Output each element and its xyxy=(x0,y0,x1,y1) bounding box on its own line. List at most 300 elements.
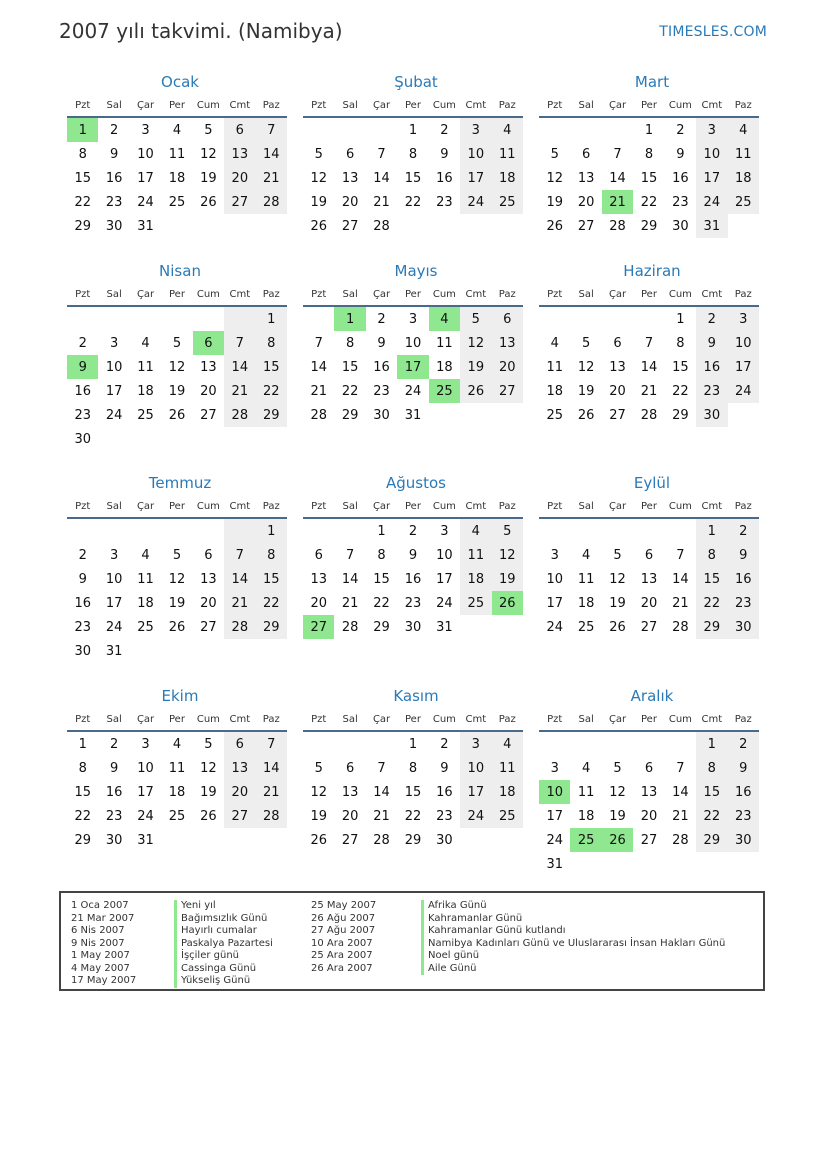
day-cell[interactable]: 21 xyxy=(373,194,390,210)
day-cell[interactable]: 9 xyxy=(440,760,449,776)
day-cell[interactable]: 20 xyxy=(224,166,255,190)
day-cell[interactable]: 8 xyxy=(644,146,654,162)
day-cell[interactable]: 5 xyxy=(204,122,213,138)
day-cell[interactable]: 8 xyxy=(408,146,418,162)
day-cell[interactable]: 7 xyxy=(256,731,287,756)
day-cell[interactable]: 23 xyxy=(105,194,123,210)
day-cell[interactable]: 7 xyxy=(224,331,255,355)
day-cell[interactable]: 25 xyxy=(168,808,186,824)
day-cell[interactable]: 2 xyxy=(78,547,87,563)
day-cell[interactable]: 19 xyxy=(310,194,327,210)
day-cell[interactable]: 27 xyxy=(341,218,359,234)
day-cell[interactable]: 30 xyxy=(696,403,727,427)
day-cell[interactable]: 5 xyxy=(314,760,323,776)
day-cell[interactable]: 3 xyxy=(141,736,150,752)
day-cell[interactable]: 14 xyxy=(310,359,327,375)
day-cell[interactable]: 22 xyxy=(256,379,287,403)
day-cell[interactable]: 30 xyxy=(436,832,453,848)
day-cell[interactable]: 6 xyxy=(581,146,591,162)
day-cell[interactable]: 15 xyxy=(341,359,359,375)
day-cell[interactable]: 20 xyxy=(200,595,217,611)
day-cell[interactable]: 1 xyxy=(78,736,87,752)
day-cell[interactable]: 30 xyxy=(728,615,759,639)
day-cell[interactable]: 22 xyxy=(74,808,91,824)
day-cell[interactable]: 10 xyxy=(696,142,727,166)
day-cell[interactable]: 21 xyxy=(672,595,689,611)
day-cell[interactable]: 25 xyxy=(570,828,601,852)
day-cell[interactable]: 23 xyxy=(436,808,453,824)
day-cell[interactable]: 14 xyxy=(373,784,390,800)
day-cell[interactable]: 26 xyxy=(200,194,217,210)
day-cell[interactable]: 18 xyxy=(492,780,523,804)
day-cell[interactable]: 7 xyxy=(644,335,654,351)
day-cell[interactable]: 29 xyxy=(696,615,727,639)
day-cell[interactable]: 28 xyxy=(672,619,689,635)
day-cell[interactable]: 10 xyxy=(105,359,123,375)
day-cell[interactable]: 12 xyxy=(168,359,186,375)
day-cell[interactable]: 8 xyxy=(345,335,355,351)
day-cell[interactable]: 2 xyxy=(440,122,449,138)
day-cell[interactable]: 27 xyxy=(224,190,255,214)
day-cell[interactable]: 9 xyxy=(696,331,727,355)
day-cell[interactable]: 17 xyxy=(460,166,491,190)
day-cell[interactable]: 16 xyxy=(696,355,727,379)
day-cell[interactable]: 25 xyxy=(728,190,759,214)
day-cell[interactable]: 16 xyxy=(672,170,689,186)
day-cell[interactable]: 30 xyxy=(74,431,91,447)
day-cell[interactable]: 6 xyxy=(193,331,224,355)
day-cell[interactable]: 11 xyxy=(728,142,759,166)
day-cell[interactable]: 3 xyxy=(141,122,150,138)
day-cell[interactable]: 19 xyxy=(609,595,626,611)
day-cell[interactable]: 27 xyxy=(640,619,658,635)
day-cell[interactable]: 2 xyxy=(78,335,87,351)
day-cell[interactable]: 24 xyxy=(546,619,563,635)
day-cell[interactable]: 4 xyxy=(550,335,559,351)
day-cell[interactable]: 10 xyxy=(539,780,570,804)
day-cell[interactable]: 2 xyxy=(440,736,449,752)
day-cell[interactable]: 15 xyxy=(404,170,422,186)
day-cell[interactable]: 23 xyxy=(74,619,91,635)
day-cell[interactable]: 15 xyxy=(256,355,287,379)
day-cell[interactable]: 10 xyxy=(460,756,491,780)
day-cell[interactable]: 1 xyxy=(256,306,287,331)
day-cell[interactable]: 26 xyxy=(310,832,327,848)
day-cell[interactable]: 21 xyxy=(602,190,633,214)
day-cell[interactable]: 13 xyxy=(577,170,595,186)
day-cell[interactable]: 4 xyxy=(581,760,591,776)
day-cell[interactable]: 22 xyxy=(696,804,727,828)
day-cell[interactable]: 19 xyxy=(460,355,491,379)
day-cell[interactable]: 13 xyxy=(341,170,359,186)
day-cell[interactable]: 27 xyxy=(640,832,658,848)
day-cell[interactable]: 29 xyxy=(256,403,287,427)
day-cell[interactable]: 23 xyxy=(74,407,91,423)
day-cell[interactable]: 17 xyxy=(436,571,453,587)
day-cell[interactable]: 28 xyxy=(256,804,287,828)
day-cell[interactable]: 5 xyxy=(581,335,591,351)
day-cell[interactable]: 9 xyxy=(408,547,418,563)
day-cell[interactable]: 7 xyxy=(314,335,323,351)
day-cell[interactable]: 16 xyxy=(105,170,123,186)
day-cell[interactable]: 3 xyxy=(460,731,491,756)
brand-logo-text[interactable]: TIMESLES.COM xyxy=(659,24,767,40)
day-cell[interactable]: 13 xyxy=(224,756,255,780)
day-cell[interactable]: 28 xyxy=(672,832,689,848)
day-cell[interactable]: 29 xyxy=(404,832,422,848)
day-cell[interactable]: 21 xyxy=(640,383,658,399)
day-cell[interactable]: 13 xyxy=(341,784,359,800)
day-cell[interactable]: 13 xyxy=(224,142,255,166)
day-cell[interactable]: 13 xyxy=(492,331,523,355)
day-cell[interactable]: 5 xyxy=(314,146,323,162)
day-cell[interactable]: 20 xyxy=(577,194,595,210)
day-cell[interactable]: 23 xyxy=(728,804,759,828)
day-cell[interactable]: 26 xyxy=(609,619,626,635)
day-cell[interactable]: 14 xyxy=(609,170,626,186)
day-cell[interactable]: 12 xyxy=(310,170,327,186)
day-cell[interactable]: 8 xyxy=(676,335,685,351)
day-cell[interactable]: 19 xyxy=(310,808,327,824)
day-cell[interactable]: 4 xyxy=(141,547,150,563)
day-cell[interactable]: 14 xyxy=(341,571,359,587)
day-cell[interactable]: 28 xyxy=(373,832,390,848)
day-cell[interactable]: 27 xyxy=(200,619,217,635)
day-cell[interactable]: 3 xyxy=(460,117,491,142)
day-cell[interactable]: 4 xyxy=(172,736,182,752)
day-cell[interactable]: 18 xyxy=(137,383,154,399)
day-cell[interactable]: 16 xyxy=(74,383,91,399)
day-cell[interactable]: 20 xyxy=(640,808,658,824)
day-cell[interactable]: 3 xyxy=(408,311,418,327)
day-cell[interactable]: 22 xyxy=(373,595,390,611)
day-cell[interactable]: 5 xyxy=(172,547,182,563)
day-cell[interactable]: 2 xyxy=(408,523,418,539)
day-cell[interactable]: 3 xyxy=(109,335,119,351)
day-cell[interactable]: 31 xyxy=(137,832,154,848)
day-cell[interactable]: 13 xyxy=(609,359,626,375)
day-cell[interactable]: 27 xyxy=(609,407,626,423)
day-cell[interactable]: 7 xyxy=(377,146,386,162)
day-cell[interactable]: 20 xyxy=(341,808,359,824)
day-cell[interactable]: 15 xyxy=(696,780,727,804)
day-cell[interactable]: 25 xyxy=(546,407,563,423)
day-cell[interactable]: 14 xyxy=(256,756,287,780)
day-cell[interactable]: 16 xyxy=(105,784,123,800)
day-cell[interactable]: 9 xyxy=(440,146,449,162)
day-cell[interactable]: 25 xyxy=(492,804,523,828)
day-cell[interactable]: 28 xyxy=(224,403,255,427)
day-cell[interactable]: 22 xyxy=(341,383,359,399)
day-cell[interactable]: 17 xyxy=(546,595,563,611)
day-cell[interactable]: 17 xyxy=(137,170,154,186)
day-cell[interactable]: 12 xyxy=(577,359,595,375)
day-cell[interactable]: 25 xyxy=(429,379,460,403)
day-cell[interactable]: 3 xyxy=(550,760,559,776)
day-cell[interactable]: 10 xyxy=(137,146,154,162)
day-cell[interactable]: 21 xyxy=(310,383,327,399)
day-cell[interactable]: 7 xyxy=(676,547,685,563)
day-cell[interactable]: 5 xyxy=(172,335,182,351)
day-cell[interactable]: 11 xyxy=(137,571,154,587)
day-cell[interactable]: 24 xyxy=(137,808,154,824)
day-cell[interactable]: 26 xyxy=(168,619,186,635)
day-cell[interactable]: 8 xyxy=(256,543,287,567)
day-cell[interactable]: 31 xyxy=(105,643,123,659)
day-cell[interactable]: 15 xyxy=(696,567,727,591)
day-cell[interactable]: 10 xyxy=(546,571,563,587)
day-cell[interactable]: 19 xyxy=(609,808,626,824)
day-cell[interactable]: 29 xyxy=(256,615,287,639)
day-cell[interactable]: 18 xyxy=(728,166,759,190)
day-cell[interactable]: 17 xyxy=(728,355,759,379)
day-cell[interactable]: 23 xyxy=(436,194,453,210)
day-cell[interactable]: 24 xyxy=(728,379,759,403)
day-cell[interactable]: 24 xyxy=(404,383,422,399)
day-cell[interactable]: 20 xyxy=(224,780,255,804)
day-cell[interactable]: 9 xyxy=(728,756,759,780)
day-cell[interactable]: 11 xyxy=(492,142,523,166)
day-cell[interactable]: 26 xyxy=(310,218,327,234)
day-cell[interactable]: 25 xyxy=(460,591,491,615)
day-cell[interactable]: 21 xyxy=(256,166,287,190)
day-cell[interactable]: 16 xyxy=(728,567,759,591)
day-cell[interactable]: 10 xyxy=(105,571,123,587)
day-cell[interactable]: 31 xyxy=(436,619,453,635)
day-cell[interactable]: 6 xyxy=(204,547,213,563)
day-cell[interactable]: 7 xyxy=(613,146,622,162)
day-cell[interactable]: 22 xyxy=(696,591,727,615)
day-cell[interactable]: 6 xyxy=(345,146,355,162)
day-cell[interactable]: 23 xyxy=(728,591,759,615)
day-cell[interactable]: 3 xyxy=(109,547,119,563)
day-cell[interactable]: 7 xyxy=(345,547,355,563)
day-cell[interactable]: 24 xyxy=(546,832,563,848)
day-cell[interactable]: 19 xyxy=(200,784,217,800)
day-cell[interactable]: 15 xyxy=(256,567,287,591)
day-cell[interactable]: 22 xyxy=(404,194,422,210)
day-cell[interactable]: 8 xyxy=(256,331,287,355)
day-cell[interactable]: 10 xyxy=(404,335,422,351)
day-cell[interactable]: 26 xyxy=(200,808,217,824)
day-cell[interactable]: 8 xyxy=(377,547,386,563)
day-cell[interactable]: 11 xyxy=(460,543,491,567)
day-cell[interactable]: 23 xyxy=(404,595,422,611)
day-cell[interactable]: 21 xyxy=(224,591,255,615)
day-cell[interactable]: 10 xyxy=(460,142,491,166)
day-cell[interactable]: 8 xyxy=(696,543,727,567)
day-cell[interactable]: 14 xyxy=(672,784,689,800)
day-cell[interactable]: 22 xyxy=(256,591,287,615)
day-cell[interactable]: 13 xyxy=(640,784,658,800)
day-cell[interactable]: 6 xyxy=(492,306,523,331)
day-cell[interactable]: 15 xyxy=(373,571,390,587)
day-cell[interactable]: 20 xyxy=(609,383,626,399)
day-cell[interactable]: 31 xyxy=(696,214,727,238)
day-cell[interactable]: 7 xyxy=(256,117,287,142)
day-cell[interactable]: 4 xyxy=(141,335,150,351)
day-cell[interactable]: 19 xyxy=(492,567,523,591)
day-cell[interactable]: 11 xyxy=(546,359,563,375)
day-cell[interactable]: 10 xyxy=(728,331,759,355)
day-cell[interactable]: 18 xyxy=(168,784,186,800)
day-cell[interactable]: 1 xyxy=(696,518,727,543)
day-cell[interactable]: 9 xyxy=(676,146,685,162)
day-cell[interactable]: 18 xyxy=(577,808,595,824)
day-cell[interactable]: 2 xyxy=(109,736,119,752)
day-cell[interactable]: 14 xyxy=(672,571,689,587)
day-cell[interactable]: 24 xyxy=(696,190,727,214)
day-cell[interactable]: 21 xyxy=(341,595,359,611)
day-cell[interactable]: 25 xyxy=(492,190,523,214)
day-cell[interactable]: 8 xyxy=(696,756,727,780)
day-cell[interactable]: 24 xyxy=(460,804,491,828)
day-cell[interactable]: 31 xyxy=(137,218,154,234)
day-cell[interactable]: 3 xyxy=(550,547,559,563)
day-cell[interactable]: 21 xyxy=(672,808,689,824)
day-cell[interactable]: 18 xyxy=(492,166,523,190)
day-cell[interactable]: 28 xyxy=(609,218,626,234)
day-cell[interactable]: 17 xyxy=(105,595,123,611)
day-cell[interactable]: 11 xyxy=(577,784,595,800)
day-cell[interactable]: 25 xyxy=(168,194,186,210)
day-cell[interactable]: 29 xyxy=(74,832,91,848)
day-cell[interactable]: 4 xyxy=(492,731,523,756)
day-cell[interactable]: 8 xyxy=(78,760,87,776)
day-cell[interactable]: 17 xyxy=(397,355,428,379)
day-cell[interactable]: 4 xyxy=(728,117,759,142)
day-cell[interactable]: 6 xyxy=(644,547,654,563)
day-cell[interactable]: 22 xyxy=(404,808,422,824)
day-cell[interactable]: 9 xyxy=(109,760,119,776)
day-cell[interactable]: 18 xyxy=(460,567,491,591)
day-cell[interactable]: 26 xyxy=(168,407,186,423)
day-cell[interactable]: 29 xyxy=(640,218,658,234)
day-cell[interactable]: 6 xyxy=(613,335,622,351)
day-cell[interactable]: 23 xyxy=(373,383,390,399)
day-cell[interactable]: 28 xyxy=(373,218,390,234)
day-cell[interactable]: 30 xyxy=(404,619,422,635)
day-cell[interactable]: 29 xyxy=(373,619,390,635)
day-cell[interactable]: 16 xyxy=(436,170,453,186)
day-cell[interactable]: 29 xyxy=(341,407,359,423)
day-cell[interactable]: 27 xyxy=(200,407,217,423)
day-cell[interactable]: 16 xyxy=(436,784,453,800)
day-cell[interactable]: 12 xyxy=(546,170,563,186)
day-cell[interactable]: 1 xyxy=(256,518,287,543)
day-cell[interactable]: 24 xyxy=(460,190,491,214)
day-cell[interactable]: 21 xyxy=(373,808,390,824)
day-cell[interactable]: 12 xyxy=(168,571,186,587)
day-cell[interactable]: 7 xyxy=(676,760,685,776)
day-cell[interactable]: 30 xyxy=(105,832,123,848)
day-cell[interactable]: 6 xyxy=(345,760,355,776)
day-cell[interactable]: 28 xyxy=(640,407,658,423)
day-cell[interactable]: 25 xyxy=(137,619,154,635)
day-cell[interactable]: 15 xyxy=(672,359,689,375)
day-cell[interactable]: 2 xyxy=(676,122,685,138)
day-cell[interactable]: 23 xyxy=(696,379,727,403)
day-cell[interactable]: 27 xyxy=(577,218,595,234)
day-cell[interactable]: 3 xyxy=(440,523,449,539)
day-cell[interactable]: 12 xyxy=(492,543,523,567)
day-cell[interactable]: 20 xyxy=(492,355,523,379)
day-cell[interactable]: 9 xyxy=(78,571,87,587)
day-cell[interactable]: 3 xyxy=(696,117,727,142)
day-cell[interactable]: 4 xyxy=(429,306,460,331)
day-cell[interactable]: 4 xyxy=(172,122,182,138)
day-cell[interactable]: 20 xyxy=(341,194,359,210)
day-cell[interactable]: 13 xyxy=(640,571,658,587)
day-cell[interactable]: 16 xyxy=(728,780,759,804)
day-cell[interactable]: 6 xyxy=(644,760,654,776)
day-cell[interactable]: 26 xyxy=(577,407,595,423)
day-cell[interactable]: 12 xyxy=(200,760,217,776)
day-cell[interactable]: 28 xyxy=(341,619,359,635)
day-cell[interactable]: 6 xyxy=(224,117,255,142)
day-cell[interactable]: 27 xyxy=(492,379,523,403)
day-cell[interactable]: 21 xyxy=(224,379,255,403)
day-cell[interactable]: 5 xyxy=(204,736,213,752)
day-cell[interactable]: 14 xyxy=(224,567,255,591)
day-cell[interactable]: 3 xyxy=(728,306,759,331)
day-cell[interactable]: 14 xyxy=(373,170,390,186)
day-cell[interactable]: 9 xyxy=(109,146,119,162)
day-cell[interactable]: 11 xyxy=(168,146,186,162)
day-cell[interactable]: 28 xyxy=(224,615,255,639)
day-cell[interactable]: 1 xyxy=(334,306,365,331)
day-cell[interactable]: 19 xyxy=(577,383,595,399)
day-cell[interactable]: 4 xyxy=(581,547,591,563)
day-cell[interactable]: 1 xyxy=(67,117,98,142)
day-cell[interactable]: 13 xyxy=(200,359,217,375)
day-cell[interactable]: 11 xyxy=(137,359,154,375)
day-cell[interactable]: 8 xyxy=(78,146,87,162)
day-cell[interactable]: 19 xyxy=(200,170,217,186)
day-cell[interactable]: 15 xyxy=(404,784,422,800)
day-cell[interactable]: 11 xyxy=(436,335,453,351)
day-cell[interactable]: 11 xyxy=(577,571,595,587)
day-cell[interactable]: 1 xyxy=(408,122,418,138)
day-cell[interactable]: 23 xyxy=(105,808,123,824)
day-cell[interactable]: 29 xyxy=(672,407,689,423)
day-cell[interactable]: 5 xyxy=(460,306,491,331)
day-cell[interactable]: 7 xyxy=(224,543,255,567)
day-cell[interactable]: 6 xyxy=(314,547,323,563)
day-cell[interactable]: 1 xyxy=(696,731,727,756)
day-cell[interactable]: 13 xyxy=(310,571,327,587)
day-cell[interactable]: 27 xyxy=(303,615,334,639)
day-cell[interactable]: 24 xyxy=(105,619,123,635)
day-cell[interactable]: 12 xyxy=(609,784,626,800)
day-cell[interactable]: 31 xyxy=(404,407,422,423)
day-cell[interactable]: 30 xyxy=(728,828,759,852)
day-cell[interactable]: 4 xyxy=(460,518,491,543)
day-cell[interactable]: 21 xyxy=(256,780,287,804)
day-cell[interactable]: 24 xyxy=(105,407,123,423)
day-cell[interactable]: 9 xyxy=(377,335,386,351)
day-cell[interactable]: 10 xyxy=(137,760,154,776)
day-cell[interactable]: 26 xyxy=(546,218,563,234)
day-cell[interactable]: 17 xyxy=(105,383,123,399)
day-cell[interactable]: 18 xyxy=(546,383,563,399)
day-cell[interactable]: 26 xyxy=(492,591,523,615)
day-cell[interactable]: 19 xyxy=(546,194,563,210)
day-cell[interactable]: 9 xyxy=(728,543,759,567)
day-cell[interactable]: 30 xyxy=(74,643,91,659)
day-cell[interactable]: 27 xyxy=(224,804,255,828)
day-cell[interactable]: 26 xyxy=(602,828,633,852)
